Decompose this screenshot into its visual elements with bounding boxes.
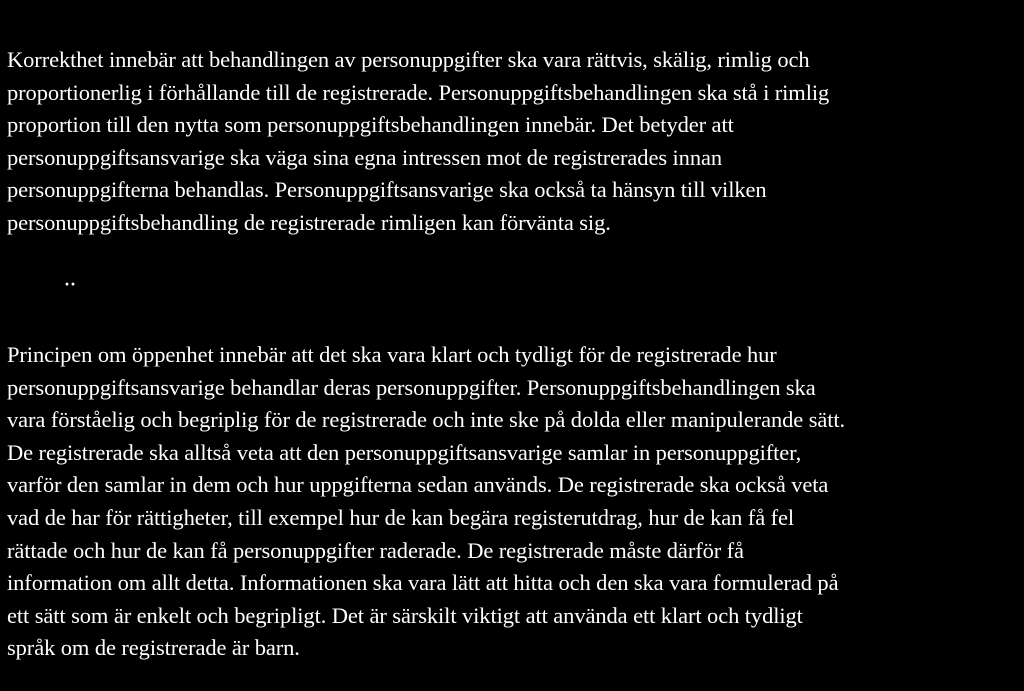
paragraph-line: vara förståelig och begriplig för de registrerade och inte ske på dolda eller manipulerande sätt.	[7, 407, 846, 433]
paragraph-line: personuppgiftsansvarige behandlar deras personuppgifter. Personuppgiftsbehandlingen ska	[7, 374, 816, 400]
dot-marker: ··	[64, 274, 77, 294]
paragraph-line: ett sätt som är enkelt och begripligt. Det är särskilt viktigt att använda ett klart och tydligt	[7, 602, 803, 628]
paragraph-line: Korrekthet innebär att behandlingen av personuppgifter ska vara rättvis, skälig, rimlig och	[7, 47, 810, 72]
paragraph-line: proportionerlig i förhållande till de registrerade. Personuppgiftsbehandlingen ska stå i rimlig	[7, 79, 830, 105]
paragraph-line: personuppgiftsbehandling de registrerade rimligen kan förvänta sig.	[7, 209, 611, 235]
paragraph-line: rättade och hur de kan få personuppgifter raderade. De registrerade måste därför få	[7, 537, 744, 563]
paragraph-line: språk om de registrerade är barn.	[7, 635, 300, 661]
paragraph-line: varför den samlar in dem och hur uppgifterna sedan används. De registrerade ska också veta	[7, 472, 829, 498]
paragraph-line: Principen om öppenhet innebär att det ska vara klart och tydligt för de registrerade hur	[7, 342, 777, 367]
paragraph-line: vad de har för rättigheter, till exempel hur de kan begära registerutdrag, hur de kan få fel	[7, 504, 795, 530]
paragraph-line: personuppgiftsansvarige ska väga sina egna intressen mot de registrerades innan	[7, 144, 723, 170]
paragraph-line: information om allt detta. Informationen ska vara lätt att hitta och den ska vara formulerad på	[7, 570, 839, 596]
paragraph-line: De registrerade ska alltså veta att den personuppgiftsansvarige samlar in personuppgifter,	[7, 439, 802, 465]
paragraph-line: personuppgifterna behandlas. Personuppgiftsansvarige ska också ta hänsyn till vilken	[7, 177, 767, 203]
paragraph-correctness	[7, 44, 829, 240]
paragraph-openness	[7, 339, 845, 665]
paragraph-line: proportion till den nytta som personuppgiftsbehandlingen innebär. Det betyder att	[7, 112, 734, 138]
